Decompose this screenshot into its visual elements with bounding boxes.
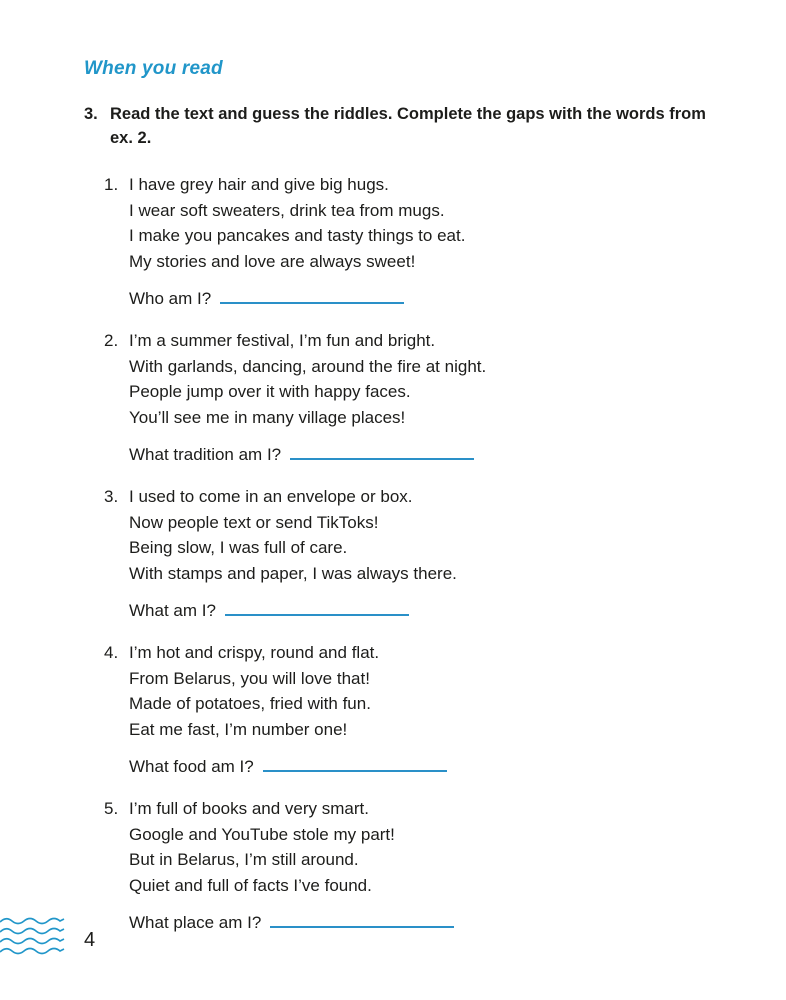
riddle-line: People jump over it with happy faces.: [129, 382, 411, 401]
riddle-line: With stamps and paper, I was always there.: [129, 563, 457, 583]
riddle-question: [129, 442, 730, 467]
riddle-lines: [129, 328, 730, 430]
riddle-line: I’m hot and crispy, round and flat.: [129, 643, 380, 662]
riddle-question: [129, 754, 730, 779]
answer-blank: [263, 758, 447, 772]
exercise-instruction: Read the text and guess the riddles. Complete the gaps with the words from ex. 2.: [110, 105, 706, 147]
exercise-3: [84, 102, 730, 150]
question-text: What am I?: [129, 601, 216, 620]
riddle-line: You’ll see me in many village places!: [129, 407, 406, 427]
question-text: What food am I?: [129, 757, 254, 776]
riddle-line: Now people text or send TikToks!: [129, 512, 379, 532]
riddle-line: My stories and love are always sweet!: [129, 251, 416, 271]
riddle-lines: [129, 484, 730, 586]
riddle-line: I’m full of books and very smart.: [129, 799, 369, 818]
riddle-line: Google and YouTube stole my part!: [129, 824, 395, 844]
section-header: When you read: [84, 58, 223, 79]
riddle-4: [104, 640, 730, 779]
riddle-line: But in Belarus, I’m still around.: [129, 850, 359, 869]
riddle-line: I used to come in an envelope or box.: [129, 487, 413, 506]
answer-blank: [225, 602, 409, 616]
answer-blank: [270, 914, 454, 928]
answer-blank: [220, 290, 404, 304]
riddle-question: [129, 910, 730, 935]
exercise-number: 3.: [84, 105, 98, 123]
riddle-question: [129, 286, 730, 311]
riddle-line: With garlands, dancing, around the fire at night.: [129, 356, 487, 376]
riddle-line: Being slow, I was full of care.: [129, 538, 348, 557]
riddle-line: I have grey hair and give big hugs.: [129, 175, 389, 194]
question-text: What place am I?: [129, 913, 262, 932]
riddle-1: [104, 172, 730, 311]
riddle-line: Quiet and full of facts I’ve found.: [129, 875, 372, 895]
riddle-question: [129, 598, 730, 623]
riddle-number: 2.: [104, 331, 119, 350]
question-text: What tradition am I?: [129, 445, 282, 464]
riddle-3: [104, 484, 730, 623]
riddle-line: From Belarus, you will love that!: [129, 668, 370, 688]
riddle-number: 1.: [104, 175, 119, 194]
riddle-line: Made of potatoes, fried with fun.: [129, 694, 371, 713]
riddle-number: 5.: [104, 799, 119, 818]
riddle-list: [104, 172, 730, 935]
riddle-line: Eat me fast, I’m number one!: [129, 719, 348, 739]
riddle-lines: [129, 796, 730, 898]
riddle-number: 3.: [104, 487, 119, 506]
riddle-lines: [129, 640, 730, 742]
waves-decoration-icon: [0, 916, 66, 956]
answer-blank: [290, 446, 474, 460]
riddle-number: 4.: [104, 643, 119, 662]
riddle-line: I’m a summer festival, I’m fun and bright.: [129, 331, 436, 350]
riddle-2: [104, 328, 730, 467]
riddle-5: [104, 796, 730, 935]
page-number: 4: [84, 929, 96, 951]
riddle-line: I wear soft sweaters, drink tea from mugs.: [129, 200, 445, 220]
riddle-lines: [129, 172, 730, 274]
question-text: Who am I?: [129, 289, 212, 308]
riddle-line: I make you pancakes and tasty things to eat.: [129, 226, 466, 245]
